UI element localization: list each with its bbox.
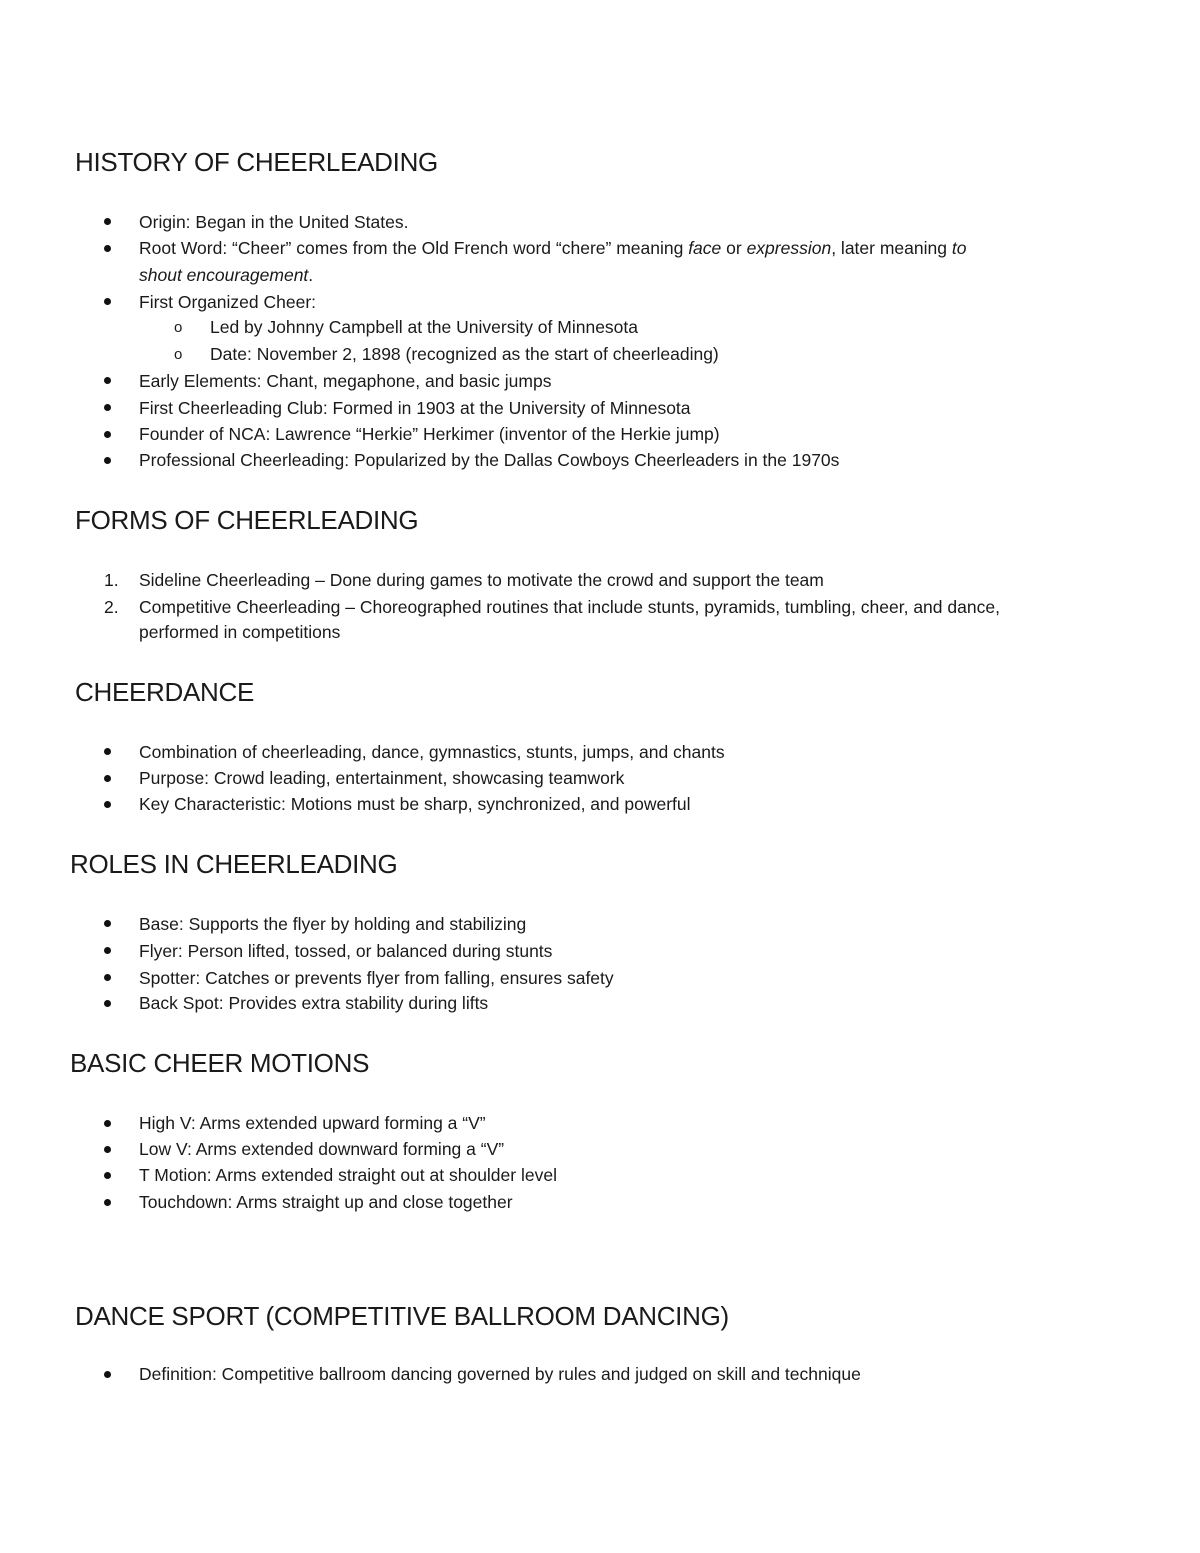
roles-spotter: Spotter: Catches or prevents flyer from falling, ensures safety	[139, 968, 614, 988]
list-number: 2.	[104, 597, 119, 617]
bullet-icon	[104, 920, 111, 927]
bullet-icon	[104, 974, 111, 981]
bullet-icon	[104, 1371, 111, 1378]
root-word-to: to	[951, 238, 967, 258]
bullet-icon	[104, 404, 111, 411]
dancesport-definition: Definition: Competitive ballroom dancing governed by rules and judged on skill and technique	[139, 1364, 861, 1384]
bullet-icon	[104, 245, 111, 252]
history-club: First Cheerleading Club: Formed in 1903 at the University of Minnesota	[139, 398, 691, 418]
cheerdance-heading: CHEERDANCE	[75, 677, 255, 707]
bullet-icon	[104, 947, 111, 954]
cheerdance-key: Key Characteristic: Motions must be sharp, synchronized, and powerful	[139, 794, 691, 814]
root-word-text: Root Word: “Cheer” comes from the Old French word “chere” meaning	[139, 238, 689, 258]
bullet-icon	[104, 377, 111, 384]
bullet-icon	[104, 218, 111, 225]
forms-competitive-line2: performed in competitions	[139, 622, 341, 642]
motions-tmotion: T Motion: Arms extended straight out at shoulder level	[139, 1165, 557, 1185]
motions-highv: High V: Arms extended upward forming a “V”	[139, 1113, 486, 1133]
dancesport-heading: DANCE SPORT (COMPETITIVE BALLROOM DANCING)	[75, 1301, 729, 1331]
forms-heading: FORMS OF CHEERLEADING	[75, 505, 419, 535]
cheerdance-purpose: Purpose: Crowd leading, entertainment, showcasing teamwork	[139, 768, 625, 788]
motions-lowv: Low V: Arms extended downward forming a “V”	[139, 1139, 505, 1159]
bullet-icon	[104, 1172, 111, 1179]
forms-competitive: Competitive Cheerleading – Choreographed routines that include stunts, pyramids, tumbling, cheer, and dance,	[139, 597, 1000, 617]
roles-flyer: Flyer: Person lifted, tossed, or balanced during stunts	[139, 941, 553, 961]
history-root-word	[139, 235, 966, 261]
history-sub-led: Led by Johnny Campbell at the University of Minnesota	[210, 317, 639, 337]
bullet-icon	[104, 1146, 111, 1153]
root-word-face: face	[688, 238, 722, 258]
cheerdance-combination: Combination of cheerleading, dance, gymnastics, stunts, jumps, and chants	[139, 742, 725, 762]
hollow-bullet-icon: o	[174, 319, 183, 336]
root-word-later: , later meaning	[831, 238, 952, 258]
hollow-bullet-icon: o	[174, 346, 183, 363]
bullet-icon	[104, 1000, 111, 1007]
motions-heading: BASIC CHEER MOTIONS	[70, 1048, 370, 1078]
history-heading: HISTORY OF CHEERLEADING	[75, 147, 438, 177]
history-pro: Professional Cheerleading: Popularized by the Dallas Cowboys Cheerleaders in the 1970s	[139, 450, 840, 470]
bullet-icon	[104, 775, 111, 782]
bullet-icon	[104, 801, 111, 808]
bullet-icon	[104, 748, 111, 755]
history-first-cheer: First Organized Cheer:	[139, 292, 317, 312]
motions-touchdown: Touchdown: Arms straight up and close together	[139, 1192, 513, 1212]
root-word-shout: shout encouragement	[139, 265, 309, 285]
root-word-end: .	[308, 265, 314, 285]
history-sub-date: Date: November 2, 1898 (recognized as the start of cheerleading)	[210, 344, 719, 364]
root-word-expression: expression	[746, 238, 832, 258]
bullet-icon	[104, 298, 111, 305]
roles-base: Base: Supports the flyer by holding and stabilizing	[139, 914, 527, 934]
root-word-or: or	[721, 238, 747, 258]
bullet-icon	[104, 431, 111, 438]
bullet-icon	[104, 457, 111, 464]
history-root-word-line2	[139, 262, 313, 288]
history-early: Early Elements: Chant, megaphone, and basic jumps	[139, 371, 552, 391]
bullet-icon	[104, 1199, 111, 1206]
roles-heading: ROLES IN CHEERLEADING	[70, 849, 398, 879]
history-nca: Founder of NCA: Lawrence “Herkie” Herkimer (inventor of the Herkie jump)	[139, 424, 720, 444]
history-origin: Origin: Began in the United States.	[139, 212, 409, 232]
bullet-icon	[104, 1120, 111, 1127]
roles-backspot: Back Spot: Provides extra stability during lifts	[139, 993, 489, 1013]
forms-sideline: Sideline Cheerleading – Done during games to motivate the crowd and support the team	[139, 570, 824, 590]
list-number: 1.	[104, 570, 119, 590]
